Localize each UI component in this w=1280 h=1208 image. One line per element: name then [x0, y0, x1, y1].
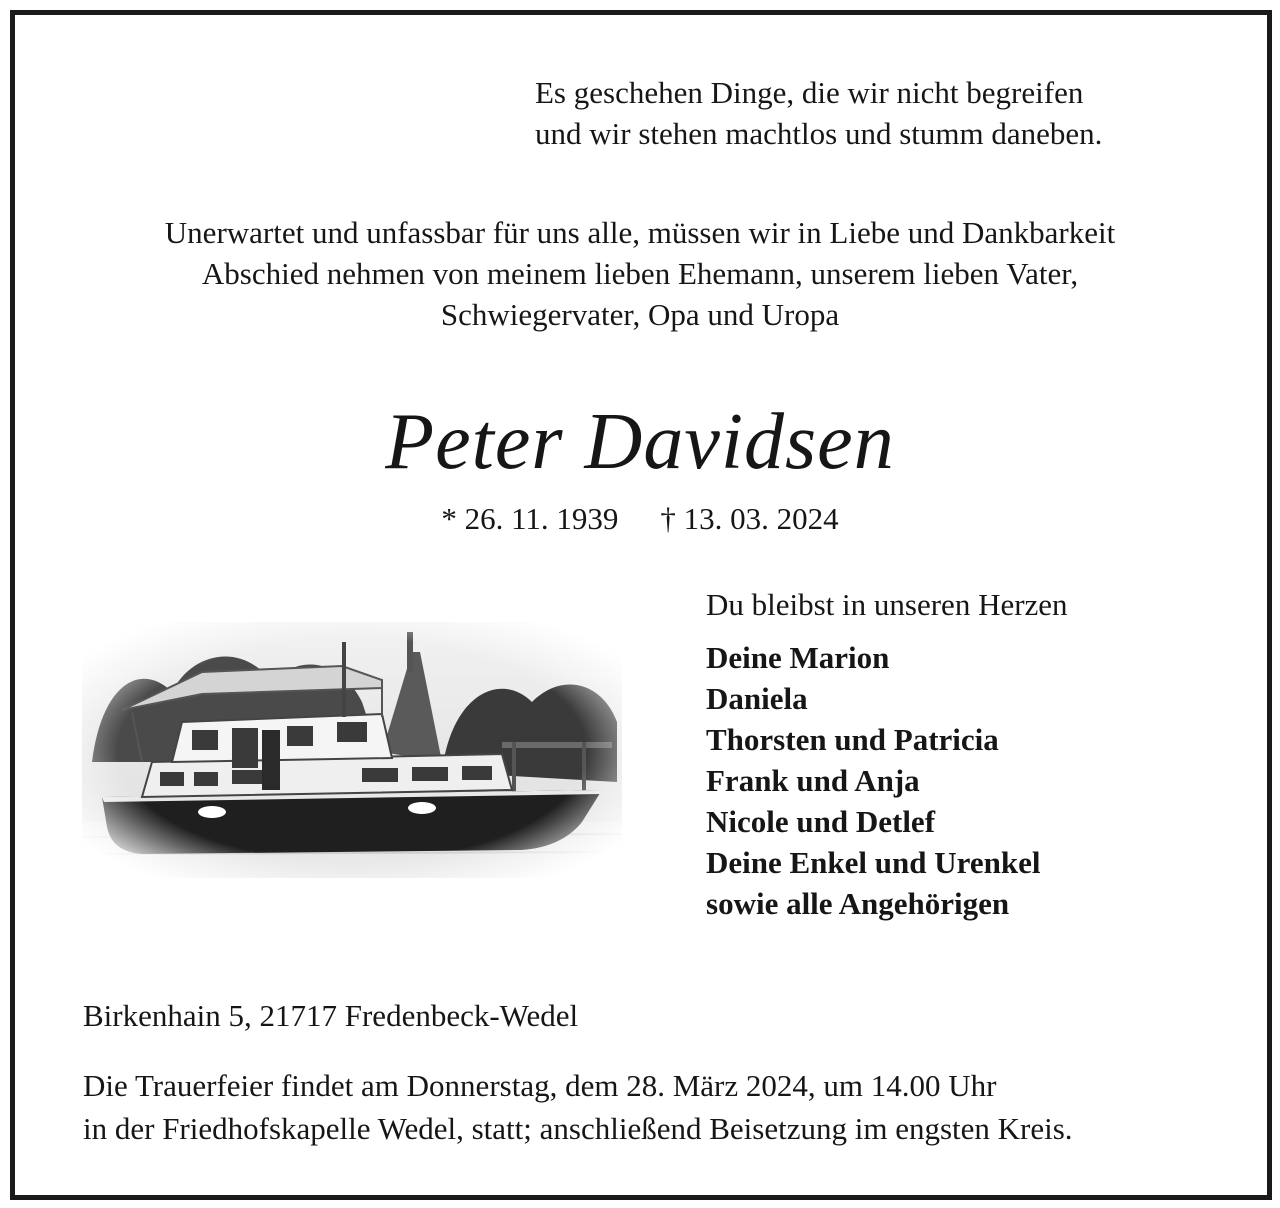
family-member: sowie alle Angehörigen	[706, 886, 1010, 921]
death-date: † 13. 03. 2024	[660, 501, 839, 536]
motto-line: und wir stehen machtlos und stumm daneben.	[535, 116, 1103, 151]
address: Birkenhain 5, 21717 Fredenbeck-Wedel	[83, 998, 579, 1033]
intro-text	[40, 212, 1240, 335]
family-member: Thorsten und Patricia	[706, 722, 999, 757]
intro-line: Unerwartet und unfassbar für uns alle, müssen wir in Liebe und Dankbarkeit	[164, 215, 1116, 250]
motto	[535, 72, 1102, 154]
deceased-name: Peter Davidsen	[385, 398, 895, 486]
family-member: Nicole und Detlef	[706, 804, 936, 839]
farewell-line: Du bleibst in unseren Herzen	[706, 587, 1068, 622]
family-member: Daniela	[706, 681, 808, 716]
intro-line: Schwiegervater, Opa und Uropa	[440, 297, 840, 332]
intro-line: Abschied nehmen von meinem lieben Ehemann, unserem lieben Vater,	[201, 256, 1079, 291]
family-list	[706, 637, 1040, 924]
life-dates	[40, 498, 1240, 539]
service-line: Die Trauerfeier findet am Donnerstag, dem 28. März 2024, um 14.00 Uhr	[83, 1068, 997, 1103]
family-member: Deine Enkel und Urenkel	[706, 845, 1041, 880]
family-member: Frank und Anja	[706, 763, 920, 798]
motorboat-photo	[82, 622, 622, 878]
motto-line: Es geschehen Dinge, die wir nicht begreifen	[535, 75, 1084, 110]
service-info	[83, 1064, 1073, 1150]
service-line: in der Friedhofskapelle Wedel, statt; anschließend Beisetzung im engsten Kreis.	[83, 1111, 1073, 1146]
birth-date: * 26. 11. 1939	[441, 501, 619, 536]
family-member: Deine Marion	[706, 640, 890, 675]
